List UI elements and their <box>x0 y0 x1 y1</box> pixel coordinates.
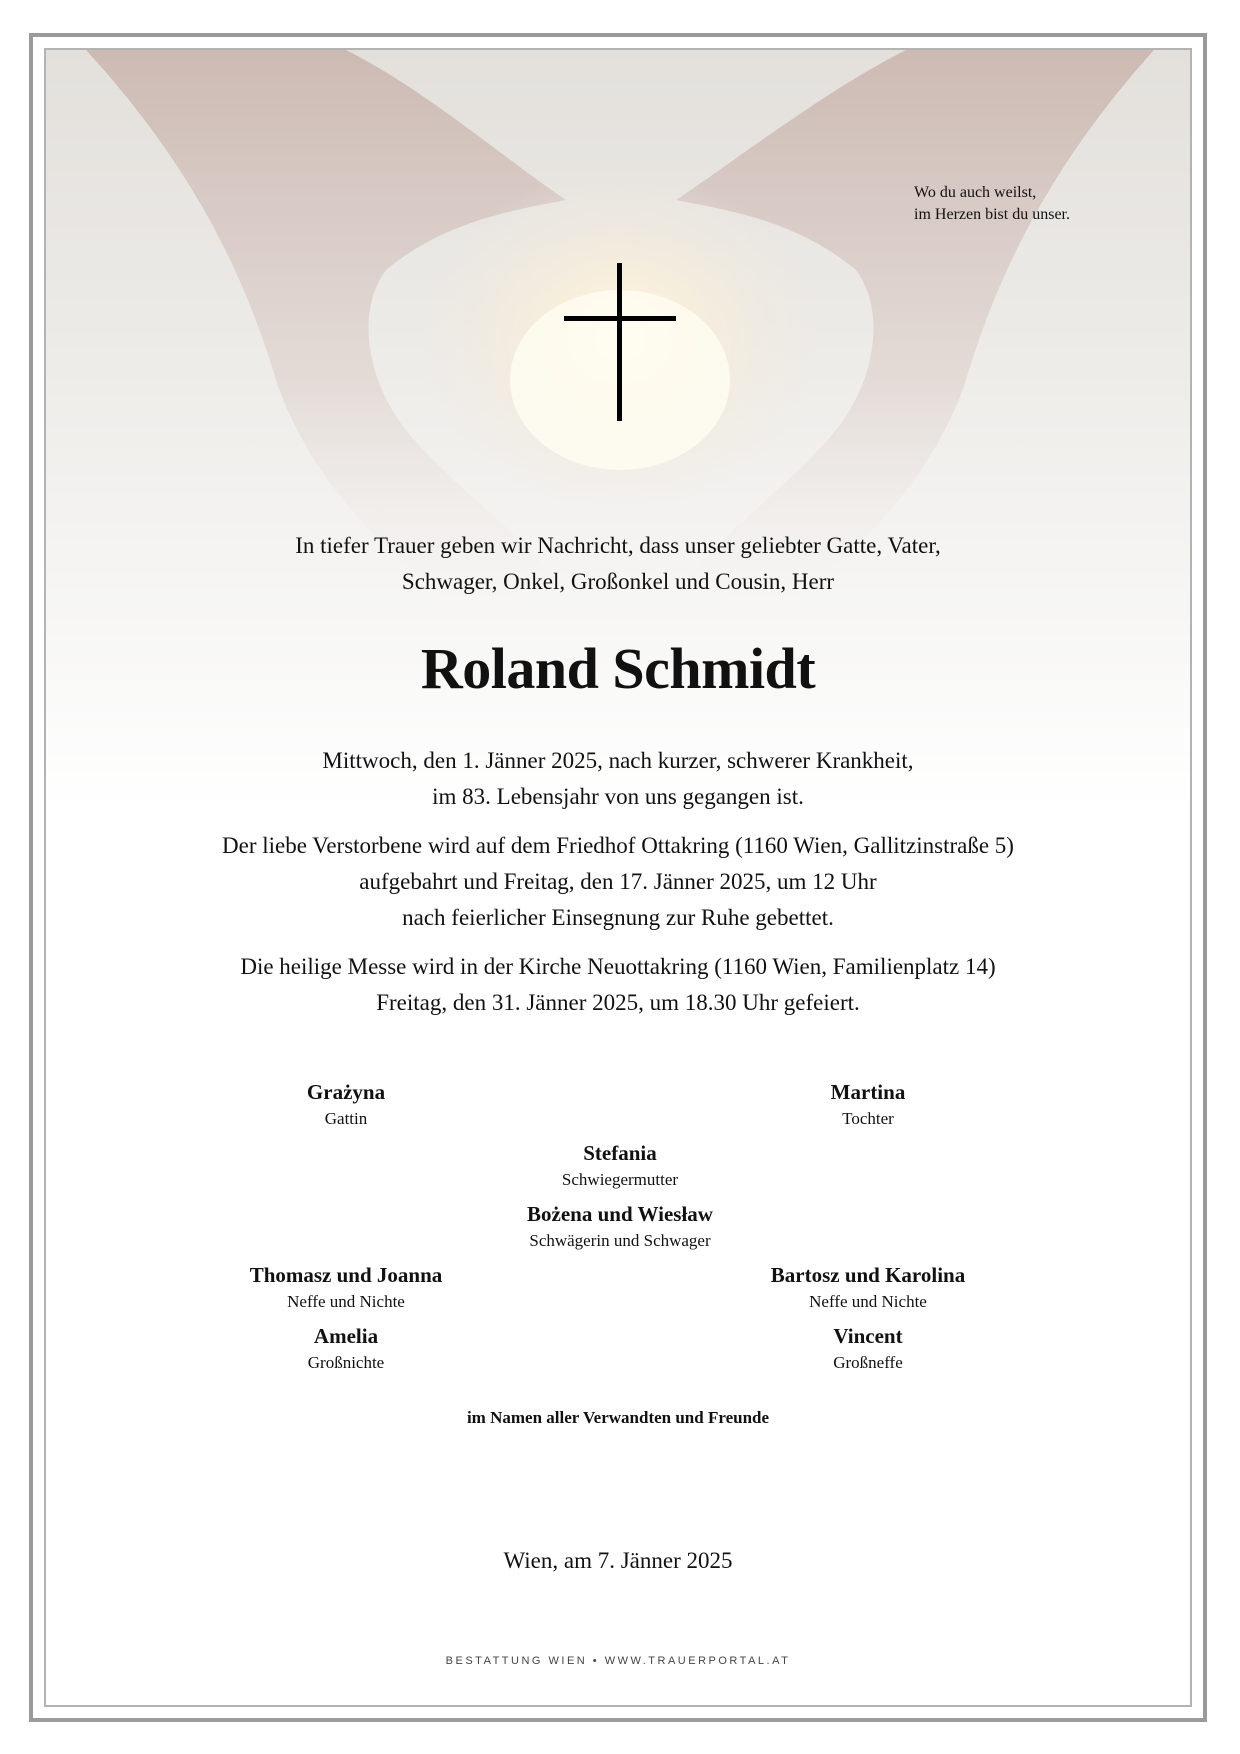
mourner <box>146 1261 546 1315</box>
burial-line-1: Der liebe Verstorbene wird auf dem Friedhof Ottakring (1160 Wien, Gallitzinstraße 5) <box>222 833 1014 858</box>
mourner-relation: Gattin <box>324 1109 368 1128</box>
mourner <box>668 1078 1068 1132</box>
death-notice <box>46 743 1190 815</box>
mourner-relation: Neffe und Nichte <box>809 1292 927 1311</box>
mourner-relation: Großnichte <box>307 1353 385 1372</box>
place-date: Wien, am 7. Jänner 2025 <box>503 1548 733 1573</box>
cross-icon <box>564 263 676 421</box>
mourner <box>420 1139 820 1193</box>
notice-page <box>44 48 1192 1707</box>
mass-line-2: Freitag, den 31. Jänner 2025, um 18.30 Uhr gefeiert. <box>376 990 860 1015</box>
mourner-name: Thomasz und Joanna <box>249 1263 443 1287</box>
motto-line-2: im Herzen bist du unser. <box>914 206 1070 223</box>
burial-info <box>46 828 1190 936</box>
motto-line-1: Wo du auch weilst, <box>914 184 1037 201</box>
mourner <box>668 1261 1068 1315</box>
mourner-name: Bartosz und Karolina <box>770 1263 966 1287</box>
intro-text <box>46 528 1190 600</box>
mourner-name: Bożena und Wiesław <box>527 1202 713 1226</box>
mourner-name: Grażyna <box>306 1080 386 1104</box>
mourner <box>668 1322 1068 1376</box>
death-notice-line-2: im 83. Lebensjahr von uns gegangen ist. <box>432 784 804 809</box>
footer-credit: BESTATTUNG WIEN • WWW.TRAUERPORTAL.AT <box>445 1655 791 1667</box>
closing-line: im Namen aller Verwandten und Freunde <box>466 1408 770 1427</box>
mourner <box>146 1078 546 1132</box>
mourner-name: Amelia <box>313 1324 379 1348</box>
mourner-name: Vincent <box>833 1324 903 1348</box>
motto-quote <box>914 182 1070 226</box>
intro-line-1: In tiefer Trauer geben wir Nachricht, dass unser geliebter Gatte, Vater, <box>295 533 941 558</box>
mass-info <box>46 949 1190 1021</box>
mourner-relation: Tochter <box>842 1109 894 1128</box>
mourner-relation: Neffe und Nichte <box>287 1292 405 1311</box>
mourner-name: Martina <box>830 1080 906 1104</box>
mourner-relation: Schwägerin und Schwager <box>529 1231 711 1250</box>
burial-line-3: nach feierlicher Einsegnung zur Ruhe gebettet. <box>402 905 834 930</box>
mourner-relation: Großneffe <box>833 1353 903 1372</box>
mourner-relation: Schwiegermutter <box>561 1170 679 1189</box>
mourner <box>420 1200 820 1254</box>
intro-line-2: Schwager, Onkel, Großonkel und Cousin, Herr <box>401 569 835 594</box>
burial-line-2: aufgebahrt und Freitag, den 17. Jänner 2025, um 12 Uhr <box>359 869 877 894</box>
mourner <box>146 1322 546 1376</box>
death-notice-line-1: Mittwoch, den 1. Jänner 2025, nach kurzer, schwerer Krankheit, <box>322 748 914 773</box>
deceased-name: Roland Schmidt <box>420 636 816 701</box>
mourner-name: Stefania <box>583 1141 657 1165</box>
mass-line-1: Die heilige Messe wird in der Kirche Neuottakring (1160 Wien, Familienplatz 14) <box>240 954 996 979</box>
